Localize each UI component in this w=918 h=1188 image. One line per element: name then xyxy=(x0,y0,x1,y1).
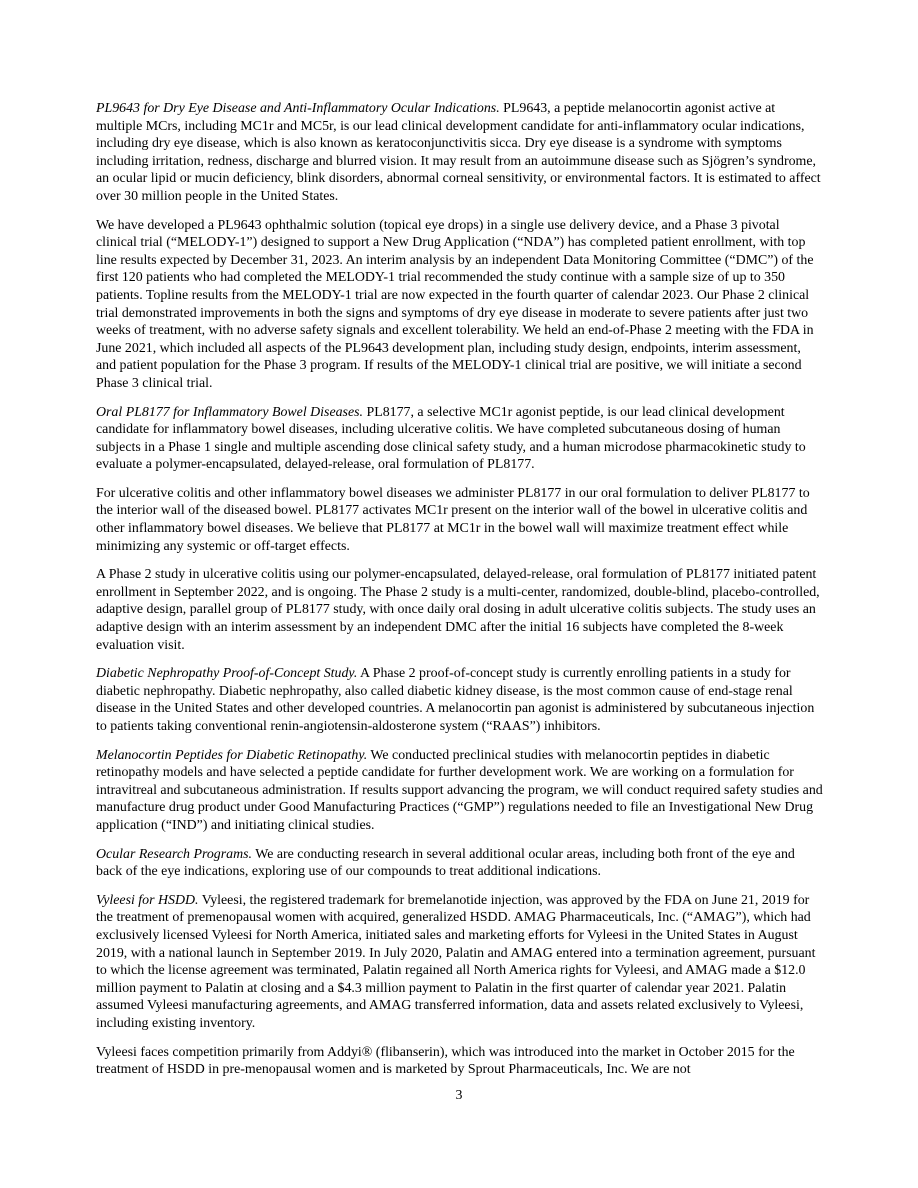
paragraph-ulcerative-colitis xyxy=(96,485,823,555)
paragraph-diabetic-retinopathy xyxy=(96,747,823,835)
paragraph-text: PL9643, a peptide melanocortin agonist active at multiple MCrs, including MC1r and MC5r, is our lead clinical development candidate for anti-inflammatory ocular indications, including dry eye disease, which is also known as keratoconjunctivitis sicca. Dry eye disease is a syndrome with symptoms including irritation, redness, discharge and blurred vision. It may result from an autoimmune disease such as Sjögren’s syndrome, an ocular lipid or mucin deficiency, blink disorders, abnormal corneal sensitivity, or environmental factors. It is estimated to affect over 30 million people in the United States. xyxy=(96,101,821,204)
paragraph-ocular-research xyxy=(96,846,823,881)
paragraph-text: A Phase 2 study in ulcerative colitis using our polymer-encapsulated, delayed-release, oral formulation of PL8177 initiated patent enrollment in September 2022, and is ongoing. The Phase 2 study is a multi-center, randomized, double-blind, placebo-controlled, adaptive design, parallel group of PL8177 study, with once daily oral dosing in adult ulcerative colitis subjects. The study uses an adaptive design with an interim assessment by an independent DMC after the initial 16 subjects have completed the 8-week evaluation visit. xyxy=(96,567,820,653)
paragraph-heading: Diabetic Nephropathy Proof-of-Concept Study. xyxy=(96,666,358,682)
document-body xyxy=(96,100,823,1090)
page-number: 3 xyxy=(455,1088,463,1103)
paragraph-heading: Oral PL8177 for Inflammatory Bowel Diseases. xyxy=(96,404,364,420)
paragraph-text: Vyleesi faces competition primarily from Addyi® (flibanserin), which was introduced into the market in October 2015 for the treatment of HSDD in pre-menopausal women and is marketed by Sprout Pharmaceuticals, Inc. We are not xyxy=(96,1044,795,1078)
paragraph-text: We have developed a PL9643 ophthalmic solution (topical eye drops) in a single use delivery device, and a Phase 3 pivotal clinical trial (“MELODY-1”) designed to support a New Drug Application (“NDA”) has completed patient enrollment, with top line results expected by December 31, 2023. An interim analysis by an independent Data Monitoring Committee (“DMC”) of the first 120 patients who had completed the MELODY-1 trial recommended the study continue with a sample size of up to 350 patients. Topline results from the MELODY-1 trial are now expected in the fourth quarter of calendar 2023. Our Phase 2 clinical trial demonstrated improvements in both the signs and symptoms of dry eye disease in moderate to severe patients after just two weeks of treatment, with no adverse safety signals and excellent tolerability. We held an end-of-Phase 2 meeting with the FDA in June 2021, which included all aspects of the PL9643 development plan, including study design, endpoints, interim assessment, and patient population for the Phase 3 program. If results of the MELODY-1 clinical trial are positive, we will initiate a second Phase 3 clinical trial. xyxy=(96,217,814,391)
paragraph-phase-2-study xyxy=(96,566,823,654)
paragraph-text: Vyleesi, the registered trademark for bremelanotide injection, was approved by the FDA on June 21, 2019 for the treatment of premenopausal women with acquired, generalized HSDD. AMAG Pharmaceuticals, Inc. (“AMAG”), which had exclusively licensed Vyleesi for North America, initiated sales and marketing efforts for Vyleesi in the United States in August 2019, with a national launch in September 2019. In July 2020, Palatin and AMAG entered into a termination agreement, pursuant to which the license agreement was terminated, Palatin regained all North America rights for Vyleesi, and AMAG made a $12.0 million payment to Palatin at closing and a $4.3 million payment to Palatin in the first quarter of calendar year 2021. Palatin assumed Vyleesi manufacturing agreements, and AMAG transferred information, data and assets related exclusively to Vyleesi, including existing inventory. xyxy=(96,892,816,1031)
paragraph-oral-pl8177 xyxy=(96,404,823,474)
paragraph-diabetic-nephropathy xyxy=(96,665,823,735)
paragraph-melody-1-trial xyxy=(96,217,823,393)
paragraph-vyleesi-hsdd xyxy=(96,892,823,1033)
paragraph-text: We conducted preclinical studies with melanocortin peptides in diabetic retinopathy models and have selected a peptide candidate for further development work. We are working on a formulation for intravitreal and subcutaneous administration. If results support advancing the program, we will conduct required safety studies and manufacture drug product under Good Manufacturing Practices (“GMP”) regulations needed to file an Investigational New Drug application (“IND”) and initiating clinical studies. xyxy=(96,747,823,833)
paragraph-heading: PL9643 for Dry Eye Disease and Anti-Inflammatory Ocular Indications. xyxy=(96,101,500,116)
paragraph-text: PL8177, a selective MC1r agonist peptide, is our lead clinical development candidate for inflammatory bowel diseases, including ulcerative colitis. We have completed subcutaneous dosing of human subjects in a Phase 1 single and multiple ascending dose clinical safety study, and a human microdose pharmacokinetic study to evaluate a polymer-encapsulated, delayed-release, oral formulation of PL8177. xyxy=(96,404,806,473)
paragraph-pl9643-dry-eye xyxy=(96,100,823,206)
paragraph-text: A Phase 2 proof-of-concept study is currently enrolling patients in a study for diabetic nephropathy. Diabetic nephropathy, also called diabetic kidney disease, is the most common cause of end-stage renal disease in the United States and other developed countries. A melanocortin pan agonist is administered by subcutaneous injection to patients taking conventional renin-angiotensin-aldosterone system (“RAAS”) inhibitors. xyxy=(96,666,815,734)
paragraph-heading: Vyleesi for HSDD. xyxy=(96,892,199,908)
paragraph-text: For ulcerative colitis and other inflammatory bowel diseases we administer PL8177 in our oral formulation to deliver PL8177 to the interior wall of the diseased bowel. PL8177 activates MC1r present on the interior wall of the bowel in ulcerative colitis and other inflammatory bowel diseases. We believe that PL8177 at MC1r in the bowel wall will maximize treatment effect while minimizing any systemic or off-target effects. xyxy=(96,485,810,554)
paragraph-text: We are conducting research in several additional ocular areas, including both front of the eye and back of the eye indications, exploring use of our compounds to treat additional indications. xyxy=(96,846,795,880)
paragraph-heading: Ocular Research Programs. xyxy=(96,846,252,862)
paragraph-vyleesi-competition xyxy=(96,1044,823,1079)
paragraph-heading: Melanocortin Peptides for Diabetic Retinopathy. xyxy=(96,747,368,763)
